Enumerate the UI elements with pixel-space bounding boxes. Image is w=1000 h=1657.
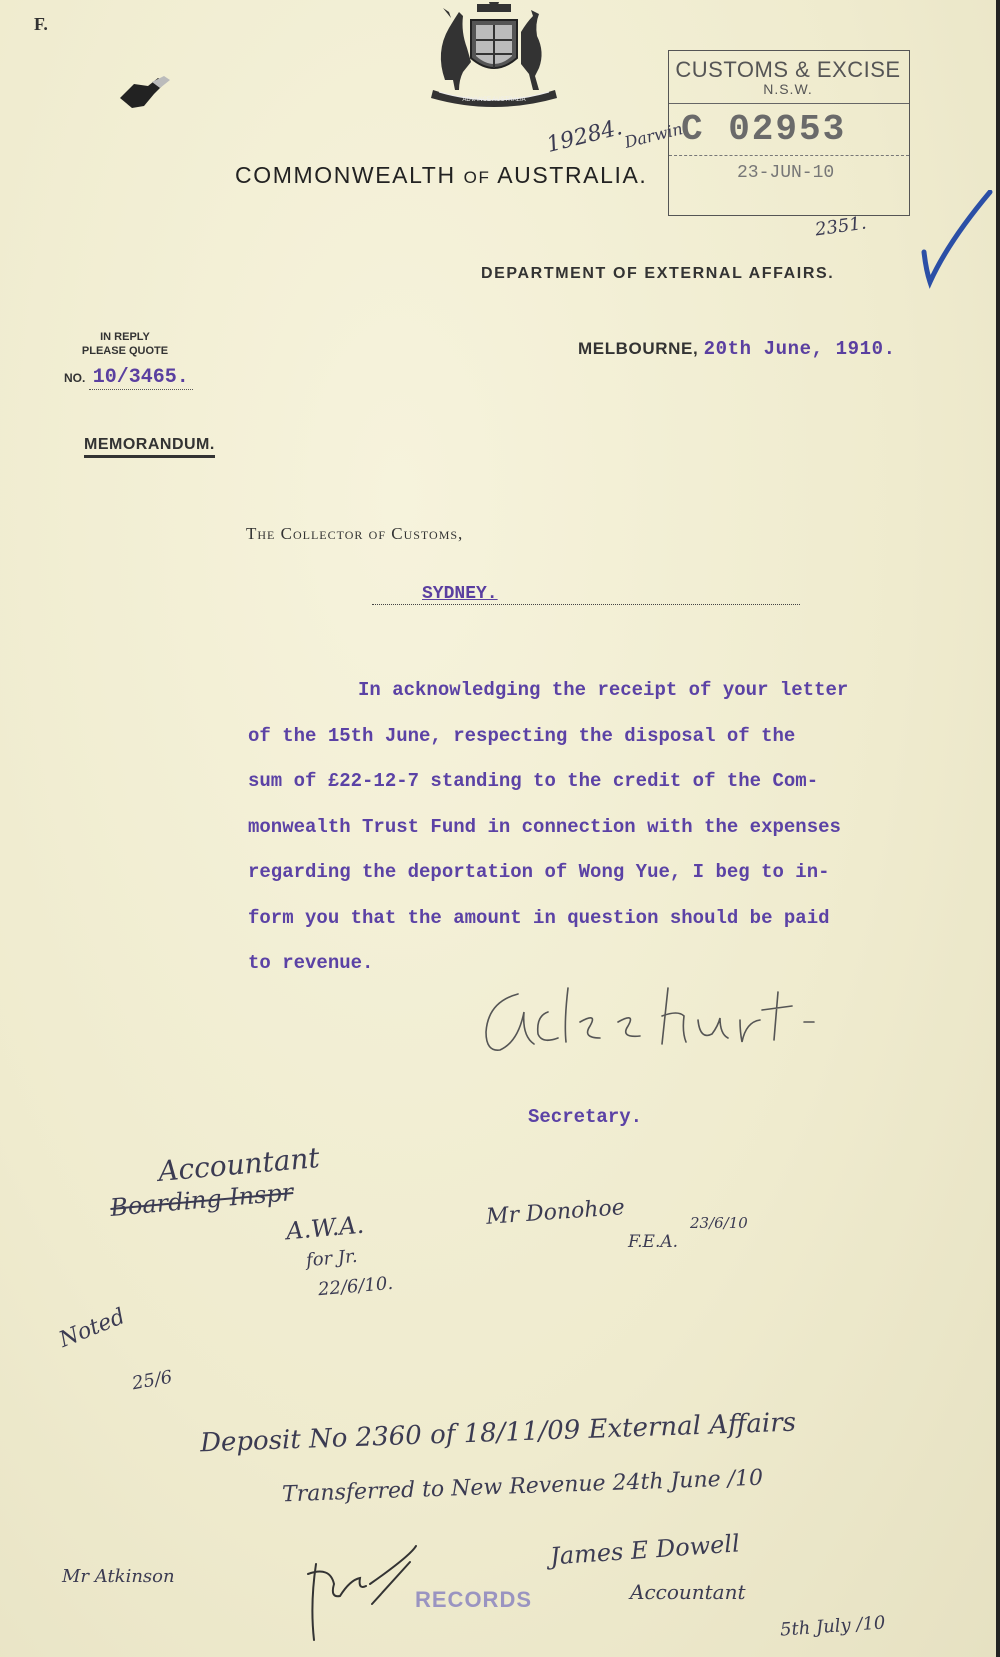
stamp-divider (669, 103, 909, 104)
place-and-date (578, 338, 896, 360)
body-line: form you that the amount in question should be paid (248, 906, 830, 929)
stamp-divider-dashed (669, 155, 909, 156)
letterhead-word-1: COMMONWEALTH (235, 162, 456, 188)
records-stamp: RECORDS (415, 1587, 533, 1612)
letter-date: 20th June, 1910. (703, 338, 896, 360)
reply-label (70, 330, 180, 358)
memo-body (248, 668, 938, 987)
handwritten-ref-number-2: 2351. (813, 212, 868, 241)
place: MELBOURNE, (578, 339, 699, 358)
letterhead-title (235, 162, 647, 189)
corner-mark: F. (34, 14, 48, 34)
department-name: DEPARTMENT OF EXTERNAL AFFAIRS. (481, 265, 835, 282)
annotation-initials-2: F.E.A. (628, 1232, 679, 1252)
coat-of-arms-icon (415, 2, 573, 108)
annotation-noted: Noted (55, 1304, 129, 1353)
body-line: monwealth Trust Fund in connection with the expenses (248, 815, 841, 838)
reply-label-line-1: IN REPLY (100, 331, 150, 343)
annotation-accountant-signer: James E Dowell (549, 1529, 741, 1571)
annotation-deposit: Deposit No 2360 of 18/11/09 External Affairs (199, 1407, 797, 1459)
annotation-mr-donohoe: Mr Donohoe (485, 1195, 626, 1230)
handwritten-ref-number: 19284. (544, 115, 625, 158)
annotation-initials-1-date: 22/6/10. (317, 1272, 394, 1301)
stamp-line-1: CUSTOMS & EXCISE (675, 57, 901, 82)
checkmark-icon (918, 190, 994, 290)
annotation-noted-date: 25/6 (130, 1366, 174, 1395)
annotation-struck-text: Boarding Inspr (109, 1178, 295, 1222)
annotation-accountant-date: 5th July /10 (779, 1612, 887, 1641)
addressee-city: SYDNEY. (372, 584, 800, 605)
handwritten-ref-place: Darwin (622, 119, 685, 152)
body-line: sum of £22-12-7 standing to the credit of the Com- (248, 770, 819, 792)
memo-title: MEMORANDUM. (84, 436, 215, 458)
letterhead-word-2: AUSTRALIA. (497, 162, 648, 188)
annotation-mr-atkinson: Mr Atkinson (62, 1566, 175, 1587)
annotation-initials-1: A.W.A. (284, 1210, 366, 1246)
stamp-date: 23-JUN-10 (737, 163, 835, 183)
reference-no-label: NO. (64, 371, 86, 385)
annotation-initials-1b: for Jr. (305, 1245, 359, 1272)
annotation-initials-2-date: 23/6/10 (690, 1214, 748, 1232)
stamp-line-2: N.S.W. (763, 81, 813, 97)
stamp-number: C 02953 (681, 109, 847, 150)
customs-stamp (668, 50, 910, 216)
addressee: The Collector of Customs, (246, 524, 464, 543)
body-line: of the 15th June, respecting the disposal of the (248, 724, 796, 747)
crest-motto: ADVANCE AUSTRALIA (462, 97, 526, 103)
signature (478, 982, 818, 1062)
annotation-accountant-title: Accountant (630, 1580, 746, 1604)
reference-number (64, 366, 193, 389)
signatory-title: Secretary. (528, 1106, 643, 1128)
body-line: to revenue. (248, 952, 374, 974)
ink-blot (114, 72, 172, 114)
reference-number-value: 10/3465. (89, 366, 193, 390)
annotation-transfer: Transferred to New Revenue 24th June /10 (281, 1465, 764, 1508)
body-line: In acknowledging the receipt of your letter (358, 679, 849, 701)
annotation-accountant: Accountant (156, 1141, 321, 1188)
reply-label-line-2: PLEASE QUOTE (81, 345, 169, 357)
letterhead-word-of: OF (463, 168, 491, 187)
body-line: regarding the deportation of Wong Yue, I beg to in- (248, 861, 830, 883)
initials-scribble (300, 1544, 420, 1644)
